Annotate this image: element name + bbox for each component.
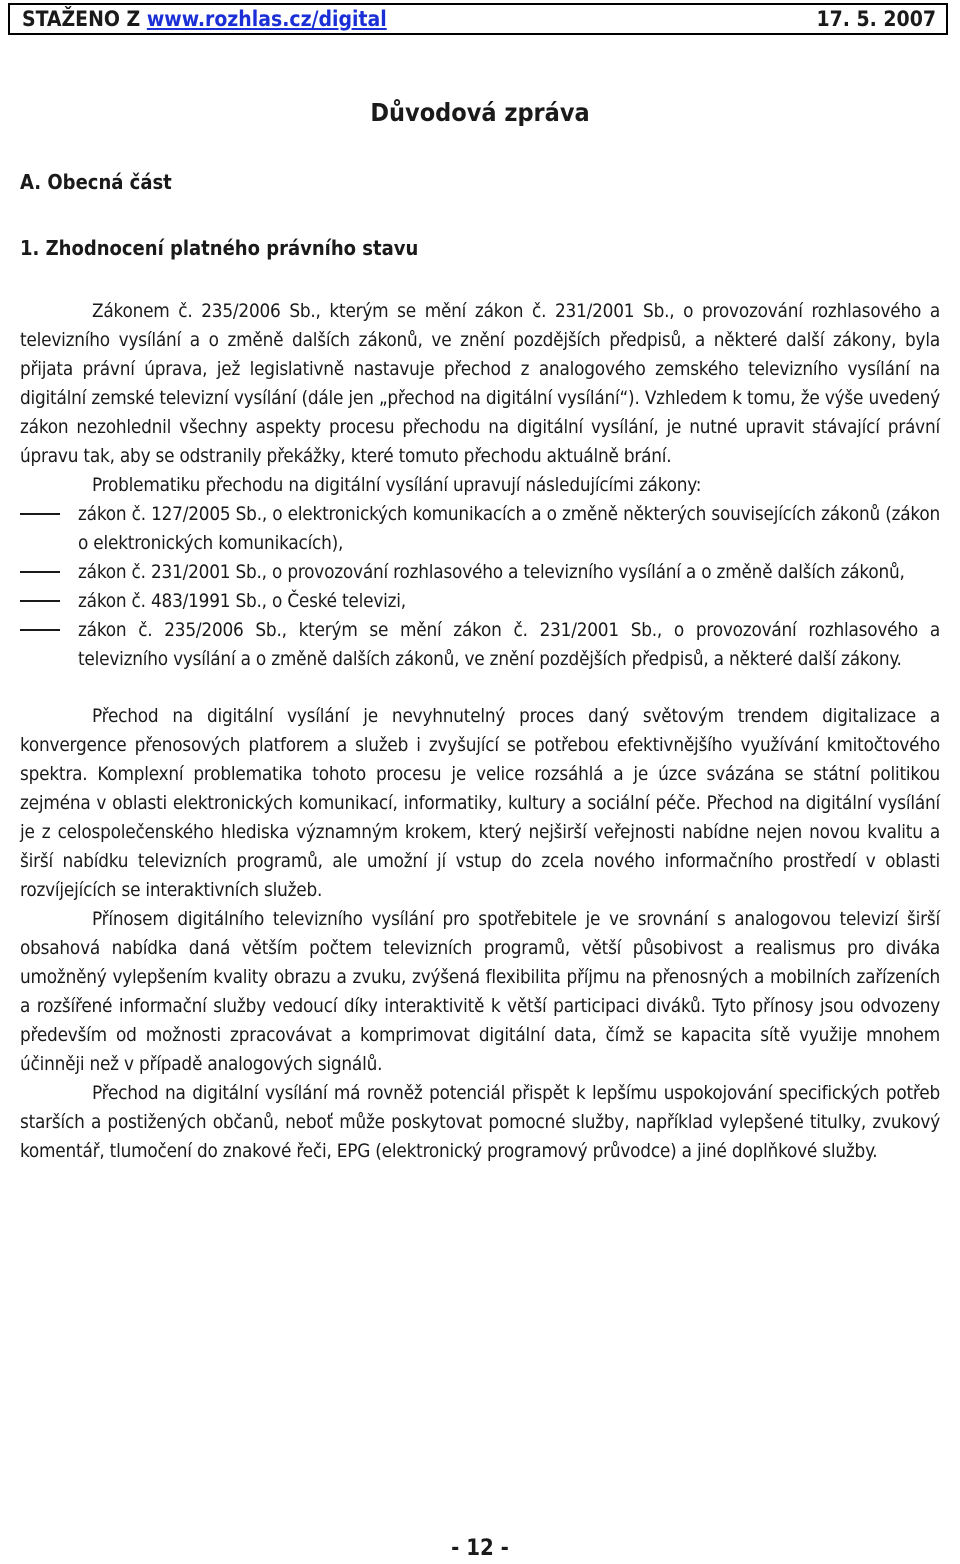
spacer <box>20 674 940 702</box>
list-item: zákon č. 235/2006 Sb., kterým se mění zákon č. 231/2001 Sb., o provozování rozhlasového a televizního vysílání a o změně dalších zákonů, ve znění pozdějších předpisů, a některé další zákony. <box>20 616 940 674</box>
dash-bullet-icon <box>20 513 60 515</box>
list-item: zákon č. 483/1991 Sb., o České televizi, <box>20 587 940 616</box>
paragraph-transition: Přechod na digitální vysílání je nevyhnutelný proces daný světovým trendem digitalizace a konvergence přenosových platforem a služeb i zvyšující se potřebou efektivnějšího využívání kmitočtového spektra. Komplexní problematika tohoto procesu je velice rozsáhlá a je úzce svázána se státní politikou zejména v oblasti elektronických komunikací, informatiky, kultury a sociální péče. Přechod na digitální vysílání je z celospolečenského hlediska významným krokem, který nejširší veřejnosti nabídne nejen novou kvalitu a širší nabídku televizních programů, ale umožní jí vstup do zcela nového informačního prostředí v oblasti rozvíjejících se interaktivních služeb. <box>20 706 940 901</box>
page-number: - 12 - <box>451 1536 509 1561</box>
banner-prefix: STAŽENO Z <box>22 7 147 31</box>
dash-bullet-icon <box>20 571 60 573</box>
section-heading-assessment: 1. Zhodnocení platného právního stavu <box>20 236 419 260</box>
document-title: Důvodová zpráva <box>370 98 590 127</box>
banner-date: 17. 5. 2007 <box>816 7 936 31</box>
list-item: zákon č. 127/2005 Sb., o elektronických komunikacích a o změně některých souvisejících zákonů (zákon o elektronických komunikacích), <box>20 500 940 558</box>
document-body <box>20 297 940 1166</box>
dash-bullet-icon <box>20 600 60 602</box>
download-banner <box>8 3 948 35</box>
paragraph-intro: Zákonem č. 235/2006 Sb., kterým se mění zákon č. 231/2001 Sb., o provozování rozhlasového a televizního vysílání a o změně dalších zákonů, ve znění pozdějších předpisů, a některé další zákony, byla přijata právní úprava, jež legislativně nastavuje přechod z analogového zemského televizního vysílání na digitální zemské televizní vysílání (dále jen „přechod na digitální vysílání“). Vzhledem k tomu, že výše uvedený zákon nezohlednil všechny aspekty procesu přechodu na digitální vysílání, je nutné upravit stávající právní úpravu tak, aby se odstranily překážky, které tomuto přechodu aktuálně brání. <box>20 301 940 467</box>
paragraph-accessibility: Přechod na digitální vysílání má rovněž potenciál přispět k lepšímu uspokojování specifických potřeb starších a postižených občanů, neboť může poskytovat pomocné služby, například vylepšené titulky, zvukový komentář, tlumočení do znakové řeči, EPG (elektronický programový průvodce) a jiné doplňkové služby. <box>20 1083 940 1162</box>
paragraph-benefits: Přínosem digitálního televizního vysílání pro spotřebitele je ve srovnání s analogovou televizí širší obsahová nabídka daná větším počtem televizních programů, větší působivost a realismus pro diváka umožněný vylepšením kvality obrazu a zvuku, zvýšená flexibilita příjmu na přenosných a mobilních zařízeních a rozšířené informační služby vedoucí díky interaktivitě k větší participaci diváků. Tyto přínosy jsou odvozeny především od možnosti zpracovávat a komprimovat digitální data, čímž se kapacita sítě využije mnohem účinněji než v případě analogových signálů. <box>20 909 940 1075</box>
list-item: zákon č. 231/2001 Sb., o provozování rozhlasového a televizního vysílání a o změně dalších zákonů, <box>20 558 940 587</box>
dash-bullet-icon <box>20 629 60 631</box>
paragraph-laws-intro: Problematiku přechodu na digitální vysílání upravují následujícími zákony: <box>92 475 702 496</box>
section-heading-general: A. Obecná část <box>20 170 172 194</box>
banner-link[interactable]: www.rozhlas.cz/digital <box>146 7 387 31</box>
banner-source <box>22 5 387 33</box>
laws-list <box>20 500 940 674</box>
